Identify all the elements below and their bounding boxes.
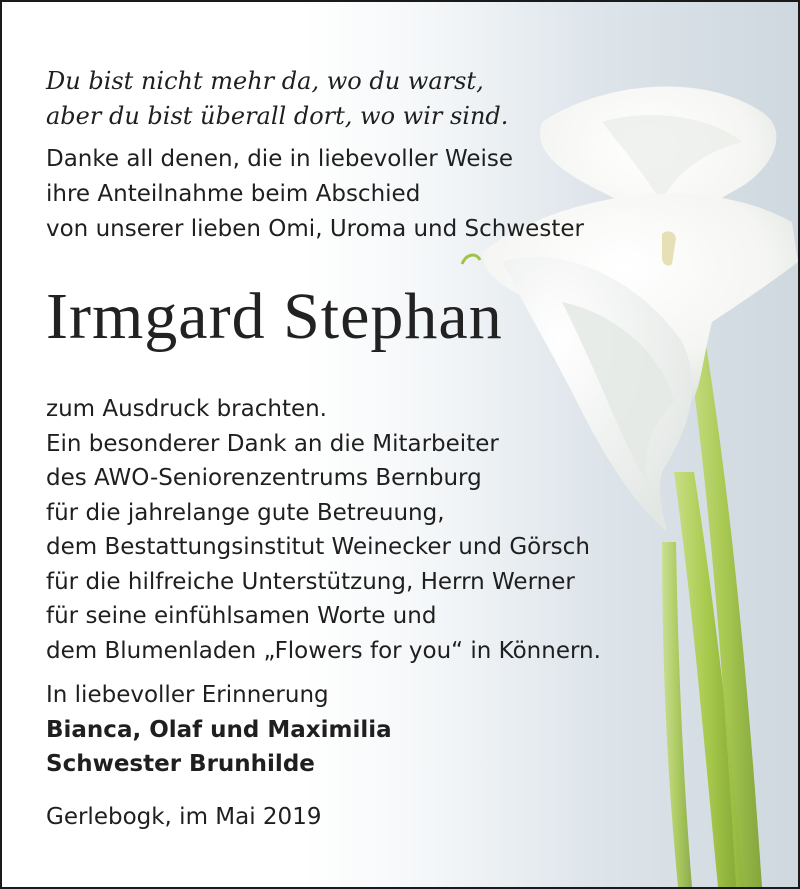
thanks-intro [46, 142, 584, 247]
body-line: des AWO-Seniorenzentrums Bernburg [46, 465, 482, 491]
body-line: Ein besonderer Dank an die Mitarbeiter [46, 430, 499, 457]
intro-line: von unserer lieben Omi, Uroma und Schwester [46, 216, 584, 242]
thanks-body [46, 392, 601, 668]
quote-line: aber du bist überall dort, wo wir sind. [46, 102, 509, 130]
stem-3 [662, 542, 692, 887]
body-line: zum Ausdruck brachten. [46, 396, 327, 422]
closing-greeting: In liebevoller Erinnerung [46, 682, 329, 708]
closing-signature [46, 678, 392, 782]
body-line: für die hilfreiche Unterstützung, Herrn Werner [46, 568, 575, 595]
deceased-name: Irmgard Stephan [46, 280, 503, 353]
body-line: dem Blumenladen „Flowers for you“ in Könnern. [46, 637, 601, 664]
body-line: dem Bestattungsinstitut Weinecker und Görsch [46, 534, 590, 560]
quote-line: Du bist nicht mehr da, wo du warst, [46, 67, 484, 95]
mourner-names: Schwester Brunhilde [46, 751, 315, 777]
intro-line: Danke all denen, die in liebevoller Weise [46, 146, 514, 172]
intro-line: ihre Anteilnahme beim Abschied [46, 181, 421, 207]
body-line: für seine einfühlsamen Worte und [46, 603, 437, 629]
body-line: für die jahrelange gute Betreuung, [46, 499, 445, 526]
mourner-names: Bianca, Olaf und Maximilia [46, 716, 392, 743]
place-and-date: Gerlebogk, im Mai 2019 [46, 804, 322, 830]
memorial-quote [46, 64, 508, 134]
